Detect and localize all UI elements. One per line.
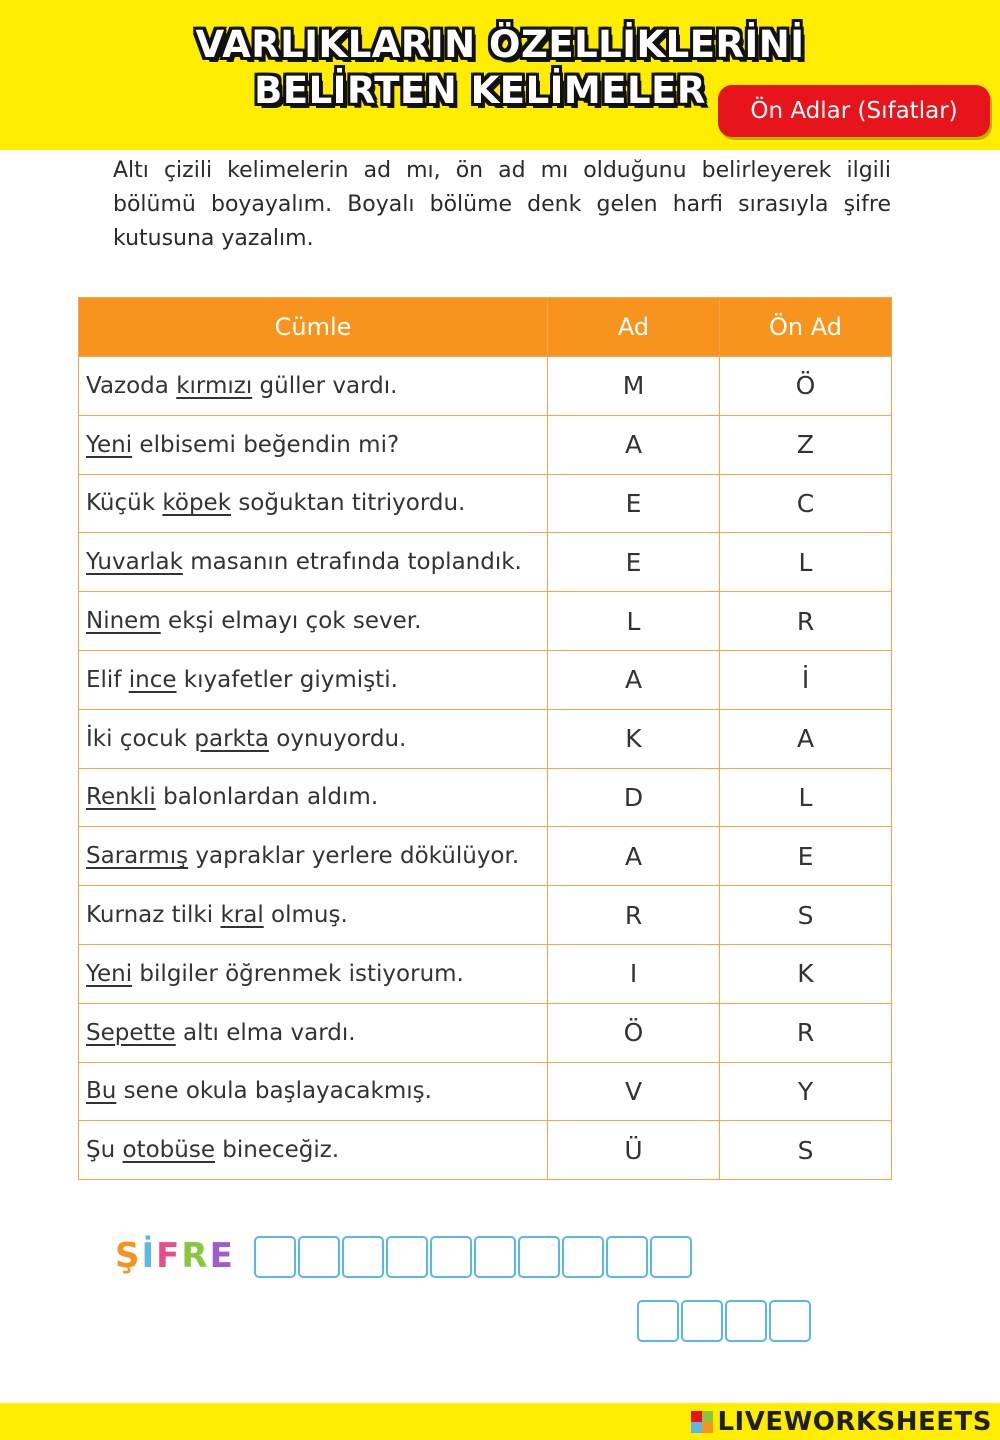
on-ad-cell[interactable]: A — [720, 709, 892, 768]
sentence-cell — [79, 709, 548, 768]
sentence-cell — [79, 886, 548, 945]
sentence-cell — [79, 1003, 548, 1062]
sentence-cell — [79, 1121, 548, 1180]
sentence-after: oynuyordu. — [268, 725, 407, 752]
sentence-cell — [79, 357, 548, 416]
on-ad-cell[interactable]: Ö — [720, 357, 892, 416]
ad-cell[interactable]: A — [548, 650, 720, 709]
sentence-after: olmuş. — [263, 902, 348, 929]
instructions-text: Altı çizili kelimelerin ad mı, ön ad mı olduğunu belirleyerek ilgili bölümü boyayalım. Boyalı bölüme denk gelen harfi sırasıyla şifre kutusuna yazalım. — [113, 158, 891, 251]
underlined-word: Yeni — [86, 431, 133, 458]
ad-cell[interactable]: Ö — [548, 1003, 720, 1062]
sentence-cell — [79, 592, 548, 651]
password-row-1 — [254, 1236, 694, 1278]
password-box[interactable] — [606, 1236, 648, 1278]
underlined-word: köpek — [162, 490, 232, 517]
sentence-after: yapraklar yerlere dökülüyor. — [188, 843, 520, 870]
ad-cell[interactable]: L — [548, 592, 720, 651]
on-ad-cell[interactable]: S — [720, 1121, 892, 1180]
sifre-letter: R — [181, 1236, 210, 1276]
sentence-after: soğuktan titriyordu. — [231, 490, 466, 517]
table-row — [79, 886, 892, 945]
on-ad-cell[interactable]: L — [720, 768, 892, 827]
table-row — [79, 768, 892, 827]
sentence-after: balonlardan aldım. — [155, 784, 379, 811]
brand-logo — [691, 1405, 992, 1438]
sifre-letter: E — [209, 1236, 235, 1276]
on-ad-cell[interactable]: L — [720, 533, 892, 592]
ad-cell[interactable]: R — [548, 886, 720, 945]
underlined-word: Sepette — [86, 1019, 176, 1046]
sifre-label — [115, 1236, 235, 1276]
table-row — [79, 592, 892, 651]
password-box[interactable] — [562, 1236, 604, 1278]
sentence-cell — [79, 415, 548, 474]
ad-cell[interactable]: A — [548, 415, 720, 474]
table-row — [79, 533, 892, 592]
password-box[interactable] — [254, 1236, 296, 1278]
sentence-after: sene okula başlayacakmış. — [116, 1078, 432, 1105]
underlined-word: Yeni — [86, 960, 133, 987]
underlined-word: parkta — [194, 725, 269, 752]
on-ad-cell[interactable]: Y — [720, 1062, 892, 1121]
sentence-before: İki çocuk — [86, 725, 195, 752]
column-header-on-ad: Ön Ad — [720, 298, 892, 357]
table-row — [79, 1121, 892, 1180]
header-bar — [0, 0, 1000, 150]
on-ad-cell[interactable]: Z — [720, 415, 892, 474]
on-ad-cell[interactable]: E — [720, 827, 892, 886]
password-box[interactable] — [298, 1236, 340, 1278]
sifre-letter: Ş — [115, 1236, 142, 1276]
table-row — [79, 357, 892, 416]
column-header-ad: Ad — [548, 298, 720, 357]
table-row — [79, 415, 892, 474]
sentence-cell — [79, 533, 548, 592]
underlined-word: kral — [220, 902, 264, 929]
table-row — [79, 474, 892, 533]
password-box[interactable] — [474, 1236, 516, 1278]
password-box[interactable] — [650, 1236, 692, 1278]
column-header-sentence: Cümle — [79, 298, 548, 357]
title-line-1: VARLIKLARIN ÖZELLİKLERİNİ — [195, 23, 805, 66]
sentence-after: altı elma vardı. — [175, 1019, 356, 1046]
sentence-after: masanın etrafında toplandık. — [182, 549, 522, 576]
sifre-letter: İ — [141, 1236, 157, 1276]
ad-cell[interactable]: I — [548, 944, 720, 1003]
table-row — [79, 709, 892, 768]
ad-cell[interactable]: V — [548, 1062, 720, 1121]
password-box[interactable] — [430, 1236, 472, 1278]
on-ad-cell[interactable]: C — [720, 474, 892, 533]
exercise-table — [78, 297, 892, 1180]
ad-cell[interactable]: A — [548, 827, 720, 886]
ad-cell[interactable]: E — [548, 474, 720, 533]
on-ad-cell[interactable]: R — [720, 1003, 892, 1062]
password-row-2 — [637, 1300, 813, 1342]
sentence-cell — [79, 650, 548, 709]
topic-badge: Ön Adlar (Sıfatlar) — [718, 85, 990, 137]
sentence-before: Kurnaz tilki — [86, 902, 221, 929]
password-box[interactable] — [769, 1300, 811, 1342]
underlined-word: Bu — [86, 1078, 117, 1105]
ad-cell[interactable]: Ü — [548, 1121, 720, 1180]
sentence-cell — [79, 768, 548, 827]
sentence-cell — [79, 944, 548, 1003]
sentence-after: elbisemi beğendin mi? — [132, 431, 400, 458]
sentence-before: Vazoda — [86, 372, 177, 399]
underlined-word: kırmızı — [176, 372, 253, 399]
table-row — [79, 1062, 892, 1121]
underlined-word: otobüse — [122, 1137, 215, 1164]
sentence-after: bineceğiz. — [214, 1137, 340, 1164]
sentence-before: Şu — [86, 1137, 123, 1164]
sentence-before: Elif — [86, 666, 129, 693]
title-line-2: BELİRTEN KELİMELER — [254, 69, 706, 112]
sentence-cell — [79, 474, 548, 533]
table-header-row — [79, 298, 892, 357]
footer-bar — [0, 1403, 1000, 1440]
table-row — [79, 827, 892, 886]
table-row — [79, 944, 892, 1003]
underlined-word: Yuvarlak — [86, 549, 183, 576]
password-box[interactable] — [518, 1236, 560, 1278]
table-row — [79, 650, 892, 709]
on-ad-cell[interactable]: İ — [720, 650, 892, 709]
sentence-before: Küçük — [86, 490, 163, 517]
password-box[interactable] — [725, 1300, 767, 1342]
on-ad-cell[interactable]: S — [720, 886, 892, 945]
sentence-after: ekşi elmayı çok sever. — [160, 608, 422, 635]
table-row — [79, 1003, 892, 1062]
sentence-after: bilgiler öğrenmek istiyorum. — [132, 960, 464, 987]
sifre-letter: F — [156, 1236, 182, 1276]
password-box[interactable] — [637, 1300, 679, 1342]
sentence-after: güller vardı. — [252, 372, 398, 399]
password-box[interactable] — [342, 1236, 384, 1278]
brand-name: LIVEWORKSHEETS — [717, 1406, 992, 1437]
underlined-word: Sararmış — [86, 843, 189, 870]
ad-cell[interactable]: M — [548, 357, 720, 416]
password-box[interactable] — [681, 1300, 723, 1342]
ad-cell[interactable]: E — [548, 533, 720, 592]
sentence-after: kıyafetler giymişti. — [176, 666, 398, 693]
liveworksheets-icon — [691, 1411, 713, 1433]
sentence-cell — [79, 1062, 548, 1121]
on-ad-cell[interactable]: R — [720, 592, 892, 651]
ad-cell[interactable]: K — [548, 709, 720, 768]
underlined-word: ince — [128, 666, 177, 693]
underlined-word: Ninem — [86, 608, 161, 635]
underlined-word: Renkli — [86, 784, 156, 811]
ad-cell[interactable]: D — [548, 768, 720, 827]
password-box[interactable] — [386, 1236, 428, 1278]
sentence-cell — [79, 827, 548, 886]
on-ad-cell[interactable]: K — [720, 944, 892, 1003]
